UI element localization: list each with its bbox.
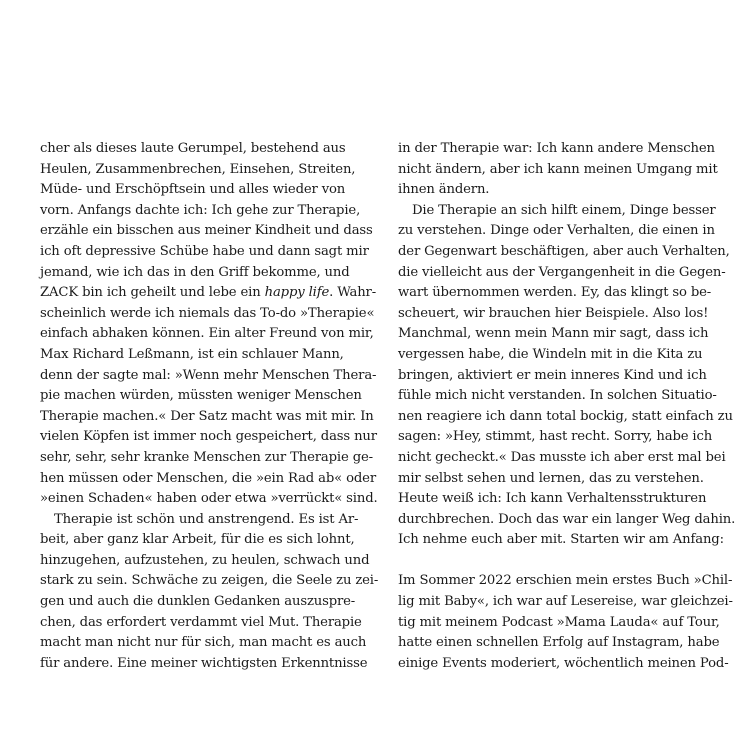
text-line: Therapie machen.« Der Satz macht was mit mir. In xyxy=(40,408,374,424)
text-line: ich oft depressive Schübe habe und dann sagt mir xyxy=(40,243,369,259)
text-line: ZACK bin ich geheilt und lebe ein happy life. Wahr- xyxy=(40,285,376,301)
text-line: Heute weiß ich: Ich kann Verhaltensstrukturen xyxy=(398,491,707,507)
text-line: pie machen würden, müssten weniger Menschen xyxy=(40,388,362,404)
text-line: Ich nehme euch aber mit. Starten wir am Anfang: xyxy=(398,532,724,548)
text-line: Die Therapie an sich hilft einem, Dinge besser xyxy=(412,202,716,218)
text-line: cher als dieses laute Gerumpel, bestehend aus xyxy=(40,141,346,156)
text-line: »einen Schaden« haben oder etwa »verrückt« sind. xyxy=(40,491,378,507)
text-line: Manchmal, wenn mein Mann mir sagt, dass ich xyxy=(398,326,709,342)
text-line: vergessen habe, die Windeln mit in die Kita zu xyxy=(398,346,703,362)
text-line: denn der sagte mal: »Wenn mehr Menschen Thera- xyxy=(40,367,377,383)
text-line: durchbrechen. Doch das war ein langer Weg dahin. xyxy=(398,511,736,527)
text-line: einige Events moderiert, wöchentlich meinen Pod- xyxy=(398,655,729,671)
text-line: scheinlich werde ich niemals das To-do »Therapie« xyxy=(40,305,375,321)
text-line: nicht ändern, aber ich kann meinen Umgang mit xyxy=(398,161,718,177)
text-line: Müde- und Erschöpftsein und alles wieder von xyxy=(40,182,346,198)
text-line: erzähle ein bisschen aus meiner Kindheit und dass xyxy=(40,223,373,239)
text-line: bringen, aktiviert er mein inneres Kind und ich xyxy=(398,367,707,383)
text-line: sehr, sehr, sehr kranke Menschen zur Therapie ge- xyxy=(40,449,373,465)
text-line: nicht gecheckt.« Das musste ich aber erst mal bei xyxy=(398,449,726,465)
text-line: ihnen ändern. xyxy=(398,182,490,198)
text-line: nen reagiere ich dann total bockig, statt einfach zu xyxy=(398,408,733,424)
text-line: der Gegenwart beschäftigen, aber auch Verhalten, xyxy=(398,243,730,259)
text-line: Im Sommer 2022 erschien mein erstes Buch »Chil- xyxy=(398,573,733,589)
text-line: tig mit meinem Podcast »Mama Lauda« auf Tour, xyxy=(398,614,720,630)
text-line: für andere. Eine meiner wichtigsten Erkenntnisse xyxy=(40,655,368,671)
text-line: mir selbst sehen und lernen, das zu verstehen. xyxy=(398,470,704,486)
text-line: macht man nicht nur für sich, man macht es auch xyxy=(40,635,367,651)
text-line: jemand, wie ich das in den Griff bekomme, und xyxy=(40,264,350,280)
text-line: wart übernommen werden. Ey, das klingt so be- xyxy=(398,285,712,301)
right-text-column xyxy=(398,139,736,674)
text-line: lig mit Baby«, ich war auf Lesereise, war gleichzei- xyxy=(398,594,733,610)
text-line: Max Richard Leßmann, ist ein schlauer Mann, xyxy=(40,346,344,362)
text-line: hatte einen schnellen Erfolg auf Instagram, habe xyxy=(398,635,720,651)
text-line: die vielleicht aus der Vergangenheit in die Gegen- xyxy=(398,264,726,280)
text-line: hen müssen oder Menschen, die »ein Rad ab« oder xyxy=(40,470,376,486)
left-text-column xyxy=(40,139,379,674)
text-line: fühle mich nicht verstanden. In solchen Situatio- xyxy=(398,388,717,404)
text-line: chen, das erfordert verdammt viel Mut. Therapie xyxy=(40,614,362,630)
text-line: stark zu sein. Schwäche zu zeigen, die Seele zu zei- xyxy=(40,573,379,589)
text-line: beit, aber ganz klar Arbeit, für die es sich lohnt, xyxy=(40,532,355,548)
paragraph-gap xyxy=(398,551,716,572)
text-line: vielen Köpfen ist immer noch gespeichert, dass nur xyxy=(40,429,377,445)
text-line: einfach abhaken können. Ein alter Freund von mir, xyxy=(40,326,374,342)
text-line: vorn. Anfangs dachte ich: Ich gehe zur Therapie, xyxy=(40,202,361,218)
text-line: scheuert, wir brauchen hier Beispiele. Also los! xyxy=(398,305,709,321)
text-line: in der Therapie war: Ich kann andere Menschen xyxy=(398,141,715,156)
text-line: zu verstehen. Dinge oder Verhalten, die einen in xyxy=(398,223,715,239)
text-line: Heulen, Zusammenbrechen, Einsehen, Streiten, xyxy=(40,161,356,177)
text-line: sagen: »Hey, stimmt, hast recht. Sorry, habe ich xyxy=(398,429,713,445)
text-line: hinzugehen, aufzustehen, zu heulen, schwach und xyxy=(40,552,370,568)
text-line: gen und auch die dunklen Gedanken auszuspre- xyxy=(40,594,356,610)
text-line: Therapie ist schön und anstrengend. Es ist Ar- xyxy=(54,511,359,527)
